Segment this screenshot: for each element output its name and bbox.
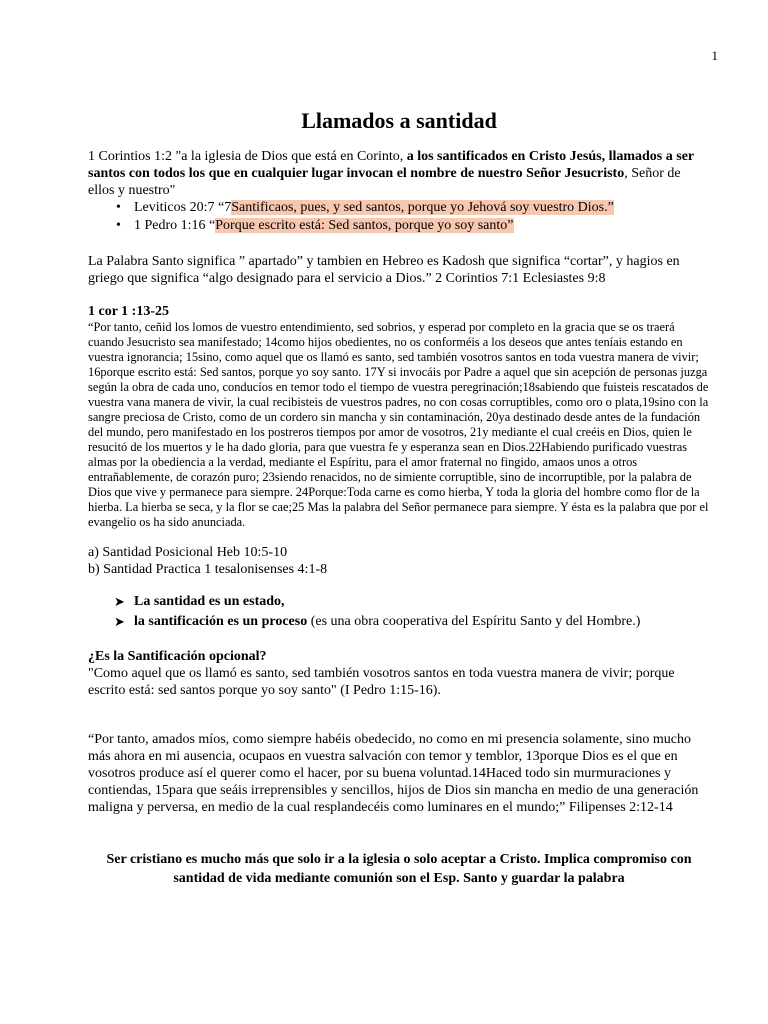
arrow-item-bold: La santidad es un estado,	[134, 594, 285, 609]
question-heading: ¿Es la Santificación opcional?	[88, 649, 267, 664]
bullet-prefix: Leviticos 20:7 “7	[134, 200, 232, 215]
santidad-posicional: a) Santidad Posicional Heb 10:5-10	[88, 545, 288, 560]
highlighted-verse: Santificaos, pues, y sed santos, porque yo Jehová soy vuestro Dios.”	[231, 200, 614, 215]
list-item	[88, 217, 710, 235]
arrow-list	[88, 592, 710, 632]
arrow-bullet-icon: ➤	[114, 614, 125, 629]
passage-heading: 1 cor 1 :13-25	[88, 304, 169, 319]
list-item	[88, 199, 710, 217]
list-item	[88, 612, 710, 632]
arrow-item-rest: (es una obra cooperativa del Espíritu Santo y del Hombre.)	[307, 614, 641, 629]
closing-statement: Ser cristiano es mucho más que solo ir a la iglesia o solo aceptar a Cristo. Implica compromiso con santidad de vida mediante comunión son el Esp. Santo y guardar la palabra	[106, 852, 692, 886]
verse-bullet-list	[88, 199, 710, 235]
palabra-santo-paragraph: La Palabra Santo significa ” apartado” y tambien en Hebreo es Kadosh que significa “cortar”, y hagios en griego que significa “algo designado para el servicio a Dios.” 2 Corintios 7:1 Eclesiastes 9:8	[88, 254, 680, 286]
bullet-icon: •	[116, 218, 121, 233]
intro-bold: a los santificados en Cristo Jesús, llamados a ser santos con todos los que en cualquier lugar invocan el nombre de nuestro Señor Jesucristo	[88, 149, 694, 181]
arrow-item-bold: la santificación es un proceso	[134, 614, 308, 629]
arrow-bullet-icon: ➤	[114, 594, 125, 609]
intro-ref: 1 Corintios 1:2 "a la iglesia de Dios que está en Corinto,	[88, 149, 407, 164]
bullet-prefix: 1 Pedro 1:16 “	[134, 218, 216, 233]
intro-paragraph	[88, 148, 710, 199]
bullet-icon: •	[116, 200, 121, 215]
intro-tail: , Señor de ellos y nuestro"	[88, 166, 681, 198]
page-number: 1	[711, 48, 718, 63]
passage-text: “Por tanto, ceñid los lomos de vuestro entendimiento, sed sobrios, y esperad por completo en la gracia que se os traerá cuando Jesucristo sea manifestado; 14como hijos obedientes, no os conforméis a los deseos que antes teníais estando en vuestra ignorancia; 15sino, como aquel que os llamó es santo, sed también vosotros santos en toda vuestra manera de vivir; 16porque escrito está: Sed santos, porque yo soy santo. 17Y si invocáis por Padre a aquel que sin acepción de personas juzga según la obra de cada uno, conducíos en temor todo el tiempo de vuestra peregrinación;18sabiendo que fuisteis rescatados de vuestra vana manera de vivir, la cual recibisteis de vuestros padres, no con cosas corruptibles, como oro o plata,19sino con la sangre preciosa de Cristo, como de un cordero sin mancha y sin contaminación, 20ya destinado desde antes de la fundación del mundo, pero manifestado en los postreros tiempos por amor de vosotros, 21y mediante el cual creéis en Dios, quien le resucitó de los muertos y le ha dado gloria, para que vuestra fe y esperanza sean en Dios.22Habiendo purificado vuestras almas por la obediencia a la verdad, mediante el Espíritu, para el amor fraternal no fingido, amaos unos a otros entrañablemente, de corazón puro; 23siendo renacidos, no de simiente corruptible, sino de incorruptible, por la palabra de Dios que vive y permanece para siempre. 24Porque:Toda carne es como hierba, Y toda la gloria del hombre como flor de la hierba. La hierba se seca, y la flor se cae;25 Mas la palabra del Señor permanece para siempre. Y ésta es la palabra que por el evangelio os ha sido anunciada.	[88, 320, 709, 529]
santidad-practica: b) Santidad Practica 1 tesalonisenses 4:1-8	[88, 562, 328, 577]
document-body	[88, 108, 710, 888]
highlighted-verse: Porque escrito está: Sed santos, porque yo soy santo”	[215, 218, 514, 233]
document-title: Llamados a santidad	[301, 108, 497, 133]
question-text: "Como aquel que os llamó es santo, sed también vosotros santos en toda vuestra manera de vivir; porque escrito está: sed santos porque yo soy santo" (I Pedro 1:15-16).	[88, 666, 675, 698]
filipenses-paragraph: “Por tanto, amados míos, como siempre habéis obedecido, no como en mi presencia solamente, sino mucho más ahora en mi ausencia, ocupaos en vuestra salvación con temor y temblor, 13porque Dios es el que en vosotros produce así el querer como el hacer, por su buena voluntad.14Haced todo sin murmuraciones y contiendas, 15para que seáis irreprensibles y sencillos, hijos de Dios sin mancha en medio de una generación maligna y perversa, en medio de la cual resplandecéis como luminares en el mundo;” Filipenses 2:12-14	[88, 732, 699, 815]
list-item	[88, 592, 710, 612]
